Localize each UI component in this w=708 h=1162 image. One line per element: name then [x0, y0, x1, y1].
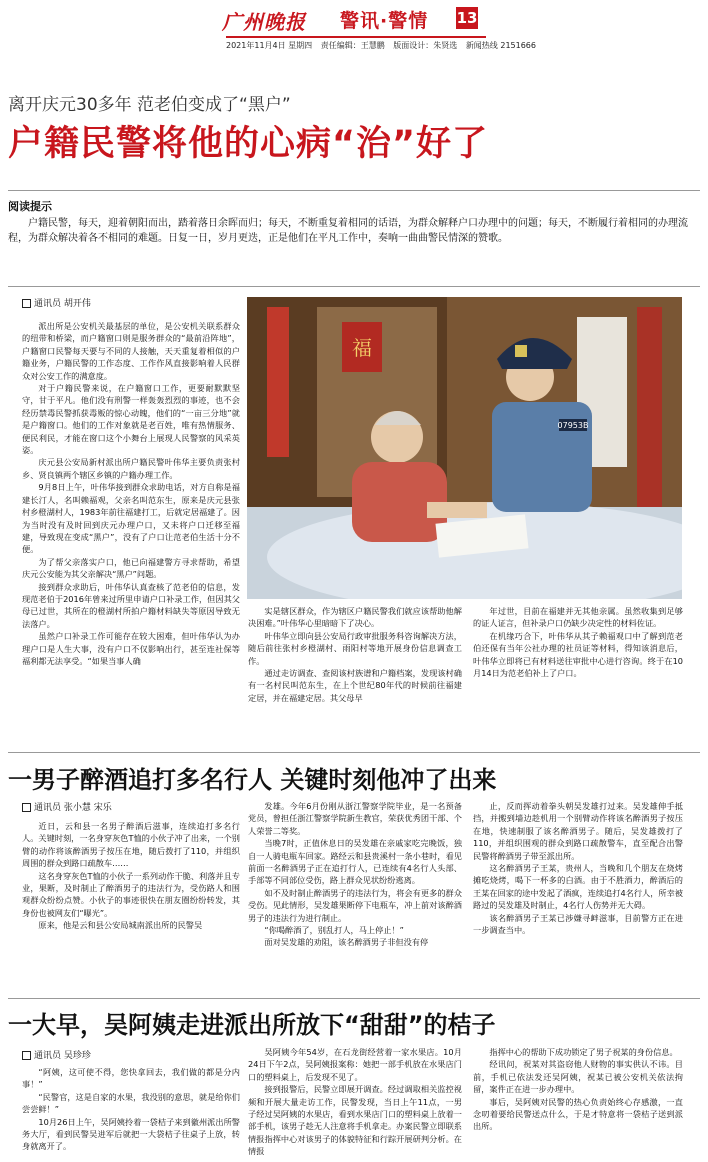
article-paragraph: 年过世，目前在福建并无其他亲属。虽然收集到足够的证人证言，但补录户口仍缺少决定性的材料佐证。: [473, 606, 683, 629]
story2-headline: 一男子醉酒追打多名行人 关键时刻他冲了出来: [8, 766, 497, 794]
article-paragraph: 止，反而挥动着拳头朝吴发雄打过来。吴发雄伸手抵挡，并搬到墙边趁机用一个别臂动作将该名醉酒男子按压在地，快速制服了该名醉酒男子。随后，吴发雄拨打了110，并组织围观的群众到路口疏散警车，直至配合出警民警将醉酒男子带至派出所。: [473, 801, 683, 861]
article-paragraph: 吴阿姨今年54岁，在石龙街经营着一家水果店。10月24日下午2点，吴阿姨报案称：她把一部手机放在水果店门口的塑料桌上，后发现不见了。: [248, 1047, 462, 1082]
story2-column-3: [473, 800, 683, 992]
byline-box-icon: [22, 803, 31, 812]
article-paragraph: 对于户籍民警来说，在户籍窗口工作，更要耐默默坚守，甘于平凡。他们没有刑警一样轰轰烈烈的事迹，也不会经历禁毒民警抓获毒贩的惊心动魄，他们的“一亩三分地”就是户籍窗口。他们的工作对象就是老百姓，唯有热情服务、便民利民，才能在窗口这个小舞台上展现人民警察的风采英姿。: [22, 383, 240, 456]
divider: [8, 286, 700, 287]
story3-headline: 一大早，吴阿姨走进派出所放下“甜甜”的桔子: [8, 1011, 496, 1039]
article-paragraph: 叶伟华立即向县公安局行政审批服务科咨询解决方法，随后前往张村乡橙湖村、雨阳村等地开展身份信息调查工作。: [248, 630, 462, 666]
article-paragraph: 接到报警后，民警立即展开调查。经过调取相关监控视频和开展大量走访工作，民警发现，当日上午11点，一男子经过吴阿姨的水果店，看到水果店门口的塑料桌上放着一部手机，该男子趁无人注意将手机拿走。办案民警立即联系情报指挥中心对该男子的体貌特征和行踪开展研判分析。在情报: [248, 1084, 462, 1157]
article-paragraph: 原来，他是云和县公安局城南派出所的民警吴: [38, 920, 203, 931]
story1-kicker: 离开庆元30多年 范老伯变成了“黑户”: [8, 95, 291, 115]
dateline: [226, 40, 542, 51]
article-paragraph: 近日，云和县一名男子醉酒后滋事，连续追打多名行人。关键时刻，一名身穿灰色T恤的小伙子冲了出来，一个别臂的动作将该醉酒男子按压在地，随后拨打了110，并组织周围的群众到路口疏散车……: [22, 821, 240, 869]
article-paragraph: “阿姨，这可使不得，您快拿回去，我们做的都是分内事！”: [22, 1067, 240, 1090]
story2-column-2: [248, 800, 462, 992]
divider: [8, 752, 700, 753]
article-paragraph: “你喝醉酒了，别乱打人，马上停止！”: [264, 925, 404, 936]
article-paragraph: 指挥中心的帮助下成功锁定了男子祝某的身份信息。: [489, 1047, 678, 1057]
article-paragraph: 庆元县公安局新村派出所户籍民警叶伟华主要负责张村乡、贤良镇两个辖区乡镇的户籍办理工作。: [22, 457, 240, 480]
article-paragraph: 事后，吴阿姨对民警的热心负责始终心存感激，一直念叨着要给民警送点什么，于是才特意将一袋桔子送到派出所。: [473, 1096, 683, 1132]
article-paragraph: 通过走访调查、查阅该村族谱和户籍档案，发现该村确有一名村民叫范东生，在上个世纪80年代的时候前往福建定居，并在福建定居。其父母早: [248, 668, 462, 703]
article-paragraph: 经讯问，祝某对其盗窃他人财物的事实供认不讳。目前，手机已依法发还吴阿姨，祝某已被公安机关依法拘留，案件正在进一步办理中。: [473, 1059, 683, 1095]
story1-column-3: [473, 605, 683, 745]
story1-column-1: [22, 320, 240, 745]
story1-headline: 户籍民警将他的心病“治”好了: [8, 124, 489, 164]
divider: [8, 998, 700, 999]
masthead: [0, 0, 708, 50]
photo-police-visit-illustration: [247, 297, 682, 599]
svg-text:福: 福: [352, 336, 372, 360]
photo-badge-number: 07953B: [557, 421, 589, 430]
reading-guide-text: 户籍民警，每天，迎着朝阳而出，踏着落日余晖而归；每天，不断重复着相同的话语，为群众解释户口办理中的问题；每天，不断履行着相同的办理流程，为群众解决着各不相同的难题。日复一日，岁月更迭，正是他们在平凡工作中，奏响一曲曲警民情深的赞歌。: [8, 218, 688, 244]
story3-column-3: [473, 1046, 683, 1158]
divider: [8, 190, 700, 191]
article-paragraph: 接到群众求助后，叶伟华认真查核了范老伯的信息，发现范老伯于2016年曾来过所里申请户口补录工作，但因其父母已过世，其所在的橙湖村所拍户籍材料缺失等原因导致无法落户。: [22, 581, 240, 629]
article-paragraph: 这名身穿灰色T恤的小伙子一系列动作干脆、利落并且专业，果断，及时制止了醉酒男子的违法行为，受伤路人和围观群众纷纷点赞。小伙子的事迹很快在朋友圈纷纷转发，其身份也被网友们“曝光”。: [22, 870, 240, 918]
story1-column-2: [248, 605, 462, 745]
news-hotline: 新闻热线 2151666: [465, 41, 536, 50]
page-number: 13: [456, 9, 478, 27]
story2-byline: 通讯员 张小慧 宋乐: [22, 800, 112, 813]
story3-byline: 通讯员 吴珍珍: [22, 1048, 91, 1061]
reading-guide-label: 阅读提示: [8, 200, 52, 213]
byline-box-icon: [22, 299, 31, 308]
section-title: 警讯·警情: [340, 10, 429, 32]
designer-credit: 版面设计：朱贤选: [393, 41, 458, 50]
article-paragraph: 实是辖区群众，作为辖区户籍民警我们就应该帮助他解决困难。”叶伟华心里暗暗下了决心。: [248, 606, 462, 629]
masthead-rule: [226, 36, 486, 38]
article-paragraph: 如不及时制止醉酒男子的违法行为，将会有更多的群众受伤。见此情形，吴发雄果断停下电瓶车，冲上前对该醉酒男子的违法行为进行制止。: [248, 887, 462, 923]
newspaper-brand: 广州晚报: [222, 10, 306, 34]
article-paragraph: 这名醉酒男子王某，贵州人，当晚和几个朋友在烧烤摊吃烧烤，喝下一杯多的白酒。由于不胜酒力，醉酒后的王某在回家的途中发起了酒疯，连续追打4名行人，所幸被路过的吴发雄及时制止，4名行人伤势并无大碍。: [473, 863, 683, 911]
issue-date: 2021年11月4日 星期四: [226, 41, 313, 50]
article-paragraph: “民警官，这是自家的水果，我没别的意思，就是给你们尝尝鲜！”: [22, 1091, 240, 1115]
story3-column-2: [248, 1046, 462, 1158]
story3-column-1: [22, 1066, 240, 1158]
article-paragraph: 发雄。今年6月份刚从浙江警察学院毕业，是一名预备党员，曾担任浙江警察学院新生教官，荣获优秀团干部、个人荣誉二等奖。: [248, 801, 462, 836]
article-paragraph: 在机缘巧合下，叶伟华从其子赖福观口中了解到范老伯还保有当年公社办理的社员证等材料，得知该消息后，叶伟华立即将已有材料送往审批中心进行咨询。终于在10月14日为范老伯补上了户口。: [473, 630, 683, 679]
article-paragraph: 9月8日上午，叶伟华接到群众求助电话，对方自称是福建长汀人，名叫赖福观，父亲名叫范东生，原来是庆元县张村乡橙湖村人，1983年前往福建打工，后就定居福建了。因为当时没有及时回到庆元办理户口，又未将户口迁移至福建，导致现在变成“黑户”，没有了户口让范老伯生活十分不便。: [22, 482, 240, 555]
article-paragraph: 派出所是公安机关最基层的单位，是公安机关联系群众的纽带和桥梁，而户籍窗口则是服务群众的“最前沿阵地”，户籍窗口民警每天要与不同的人接触，天天重复着相似的户籍业务，户籍民警的工作态度、工作作风直接影响着人民群众对公安工作的满意度。: [22, 321, 240, 381]
byline-box-icon: [22, 1051, 31, 1060]
story1-byline: 通讯员 胡开伟: [22, 296, 91, 309]
article-paragraph: 10月26日上午，吴阿姨拎着一袋桔子来到徽州派出所警务大厅，看到民警吴进军后就把一大袋桔子往桌子上放，转身就离开了。: [22, 1116, 240, 1152]
story2-column-1: [22, 820, 240, 992]
article-paragraph: 虽然户口补录工作可能存在较大困难，但叶伟华认为办理户口是人生大事，没有户口不仅影响出行，甚至连社保等福利都无法享受。“如果当事人确: [22, 631, 240, 666]
article-paragraph: 为了帮父亲落实户口，他已向福建警方寻求帮助，希望庆元公安能为其父亲解决“黑户”问题。: [22, 556, 240, 580]
article-paragraph: 面对吴发雄的劝阻，该名醉酒男子非但没有停: [264, 937, 429, 948]
story-photo: [247, 297, 682, 599]
editor-credit: 责任编辑：王慧鹏: [320, 41, 385, 50]
article-paragraph: 该名醉酒男子王某已涉嫌寻衅滋事，目前警方正在进一步调查当中。: [473, 912, 683, 936]
article-paragraph: 当晚7时，正值休息日的吴发雄在亲戚家吃完晚饭，独自一人骑电瓶车回家。路经云和县贵溪村一条小巷时，看见前面一名醉酒男子正在追打行人，已连续有4名行人头部、手部等不同部位受伤，路上群众见状纷纷逃离。: [248, 838, 462, 886]
